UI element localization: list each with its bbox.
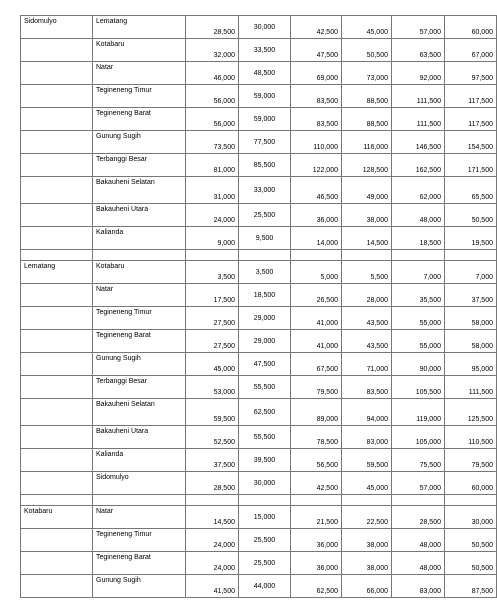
fare-cell: 67,500 <box>291 353 342 376</box>
fare-cell: 57,000 <box>392 16 445 39</box>
spacer-cell <box>291 495 342 506</box>
fare-cell: 63,500 <box>392 39 445 62</box>
spacer-cell <box>445 250 497 261</box>
fare-cell: 50,500 <box>342 39 392 62</box>
fare-cell: 97,500 <box>445 62 497 85</box>
fare-cell: 19,500 <box>445 227 497 250</box>
fare-cell: 56,500 <box>291 449 342 472</box>
fare-cell: 56,000 <box>186 108 239 131</box>
fare-cell: 48,000 <box>392 552 445 575</box>
fare-cell: 50,500 <box>445 204 497 227</box>
fare-cell: 14,500 <box>342 227 392 250</box>
spacer-cell <box>342 250 392 261</box>
fare-cell: 110,500 <box>445 426 497 449</box>
origin-cell <box>21 131 93 154</box>
table-row <box>21 529 497 552</box>
fare-cell: 67,000 <box>445 39 497 62</box>
fare-cell: 94,000 <box>342 399 392 426</box>
fare-cell: 62,500 <box>239 399 291 426</box>
table-row <box>21 261 497 284</box>
fare-cell: 24,000 <box>186 552 239 575</box>
table-row <box>21 85 497 108</box>
table-row <box>21 62 497 85</box>
destination-cell: Kotabaru <box>93 39 186 62</box>
spacer-cell <box>392 495 445 506</box>
fare-cell: 66,000 <box>342 575 392 598</box>
table-row <box>21 177 497 204</box>
origin-cell <box>21 399 93 426</box>
fare-cell: 116,000 <box>342 131 392 154</box>
destination-cell: Tegineneng Timur <box>93 85 186 108</box>
fare-cell: 55,500 <box>239 426 291 449</box>
fare-cell: 48,000 <box>392 529 445 552</box>
spacer-cell <box>392 250 445 261</box>
spacer-cell <box>445 495 497 506</box>
fare-cell: 71,000 <box>342 353 392 376</box>
fare-cell: 117,500 <box>445 108 497 131</box>
fare-cell: 7,000 <box>392 261 445 284</box>
fare-cell: 27,500 <box>186 307 239 330</box>
destination-cell: Kotabaru <box>93 261 186 284</box>
origin-cell <box>21 472 93 495</box>
fare-cell: 14,500 <box>186 506 239 529</box>
table-row <box>21 472 497 495</box>
fare-cell: 9,500 <box>239 227 291 250</box>
origin-cell <box>21 154 93 177</box>
table-row <box>21 204 497 227</box>
destination-cell: Natar <box>93 62 186 85</box>
fare-cell: 52,500 <box>186 426 239 449</box>
fare-cell: 69,000 <box>291 62 342 85</box>
fare-cell: 17,500 <box>186 284 239 307</box>
spacer-row <box>21 495 497 506</box>
fare-cell: 28,500 <box>392 506 445 529</box>
destination-cell: Bakauheni Selatan <box>93 177 186 204</box>
table-row <box>21 16 497 39</box>
fare-cell: 73,500 <box>186 131 239 154</box>
fare-cell: 14,000 <box>291 227 342 250</box>
fare-cell: 28,500 <box>186 472 239 495</box>
fare-cell: 47,500 <box>291 39 342 62</box>
fare-cell: 146,500 <box>392 131 445 154</box>
fare-cell: 3,500 <box>239 261 291 284</box>
destination-cell: Bakauheni Selatan <box>93 399 186 426</box>
fare-cell: 81,000 <box>186 154 239 177</box>
table-row <box>21 449 497 472</box>
fare-cell: 33,000 <box>239 177 291 204</box>
fare-cell: 60,000 <box>445 16 497 39</box>
fare-cell: 83,000 <box>392 575 445 598</box>
fare-cell: 83,500 <box>291 108 342 131</box>
fare-cell: 105,500 <box>392 376 445 399</box>
origin-cell <box>21 227 93 250</box>
fare-cell: 59,500 <box>186 399 239 426</box>
origin-cell <box>21 307 93 330</box>
fare-cell: 154,500 <box>445 131 497 154</box>
fare-cell: 119,000 <box>392 399 445 426</box>
fare-cell: 37,500 <box>186 449 239 472</box>
fare-cell: 78,500 <box>291 426 342 449</box>
fare-cell: 50,500 <box>445 529 497 552</box>
table-row <box>21 307 497 330</box>
fare-cell: 117,500 <box>445 85 497 108</box>
origin-cell <box>21 108 93 131</box>
origin-cell <box>21 376 93 399</box>
table-body <box>21 16 497 598</box>
fare-cell: 46,000 <box>186 62 239 85</box>
origin-cell <box>21 62 93 85</box>
fare-cell: 30,000 <box>239 472 291 495</box>
fare-cell: 79,500 <box>291 376 342 399</box>
fare-cell: 83,500 <box>342 376 392 399</box>
fare-cell: 53,000 <box>186 376 239 399</box>
origin-cell: Kotabaru <box>21 506 93 529</box>
fare-cell: 45,000 <box>342 16 392 39</box>
spacer-cell <box>342 495 392 506</box>
fare-cell: 45,000 <box>186 353 239 376</box>
fare-cell: 42,500 <box>291 16 342 39</box>
fare-cell: 73,000 <box>342 62 392 85</box>
table-row <box>21 552 497 575</box>
table-row <box>21 330 497 353</box>
fare-cell: 75,500 <box>392 449 445 472</box>
destination-cell: Tegineneng Timur <box>93 307 186 330</box>
fare-cell: 22,500 <box>342 506 392 529</box>
fare-cell: 41,000 <box>291 330 342 353</box>
fare-cell: 35,500 <box>392 284 445 307</box>
spacer-cell <box>186 250 239 261</box>
fare-cell: 59,500 <box>342 449 392 472</box>
origin-cell <box>21 426 93 449</box>
fare-cell: 18,500 <box>392 227 445 250</box>
fare-cell: 32,000 <box>186 39 239 62</box>
fare-cell: 28,000 <box>342 284 392 307</box>
table-row <box>21 108 497 131</box>
fare-cell: 18,500 <box>239 284 291 307</box>
fare-cell: 49,000 <box>342 177 392 204</box>
fare-cell: 111,500 <box>445 376 497 399</box>
fare-cell: 15,000 <box>239 506 291 529</box>
fare-cell: 110,000 <box>291 131 342 154</box>
fare-cell: 92,000 <box>392 62 445 85</box>
fare-cell: 162,500 <box>392 154 445 177</box>
destination-cell: Kalianda <box>93 227 186 250</box>
fare-cell: 31,000 <box>186 177 239 204</box>
fare-cell: 25,500 <box>239 552 291 575</box>
fare-cell: 65,500 <box>445 177 497 204</box>
origin-cell <box>21 177 93 204</box>
tariff-table <box>20 15 497 598</box>
fare-cell: 90,000 <box>392 353 445 376</box>
destination-cell: Tegineneng Barat <box>93 330 186 353</box>
destination-cell: Terbanggi Besar <box>93 154 186 177</box>
destination-cell: Bakauheni Utara <box>93 204 186 227</box>
fare-cell: 171,500 <box>445 154 497 177</box>
destination-cell: Terbanggi Besar <box>93 376 186 399</box>
table-row <box>21 506 497 529</box>
fare-cell: 77,500 <box>239 131 291 154</box>
fare-cell: 5,500 <box>342 261 392 284</box>
spacer-row <box>21 250 497 261</box>
origin-cell <box>21 204 93 227</box>
fare-cell: 48,000 <box>392 204 445 227</box>
fare-cell: 43,500 <box>342 307 392 330</box>
fare-cell: 62,000 <box>392 177 445 204</box>
fare-cell: 38,000 <box>342 529 392 552</box>
fare-cell: 28,500 <box>186 16 239 39</box>
spacer-cell <box>93 250 186 261</box>
fare-cell: 50,500 <box>445 552 497 575</box>
table-row <box>21 227 497 250</box>
fare-cell: 41,000 <box>291 307 342 330</box>
fare-cell: 55,000 <box>392 307 445 330</box>
origin-cell: Sidomulyo <box>21 16 93 39</box>
destination-cell: Sidomulyo <box>93 472 186 495</box>
fare-cell: 29,000 <box>239 330 291 353</box>
spacer-cell <box>21 250 93 261</box>
fare-cell: 27,500 <box>186 330 239 353</box>
destination-cell: Natar <box>93 506 186 529</box>
table-row <box>21 284 497 307</box>
spacer-cell <box>291 250 342 261</box>
fare-cell: 111,500 <box>392 108 445 131</box>
fare-cell: 57,000 <box>392 472 445 495</box>
fare-cell: 30,000 <box>239 16 291 39</box>
fare-cell: 24,000 <box>186 529 239 552</box>
fare-cell: 38,000 <box>342 552 392 575</box>
fare-cell: 88,500 <box>342 85 392 108</box>
fare-cell: 105,000 <box>392 426 445 449</box>
spacer-cell <box>93 495 186 506</box>
origin-cell <box>21 529 93 552</box>
destination-cell: Tegineneng Barat <box>93 552 186 575</box>
fare-cell: 47,500 <box>239 353 291 376</box>
origin-cell <box>21 85 93 108</box>
destination-cell: Gunung Sugih <box>93 353 186 376</box>
fare-cell: 128,500 <box>342 154 392 177</box>
fare-cell: 30,000 <box>445 506 497 529</box>
fare-cell: 55,500 <box>239 376 291 399</box>
fare-cell: 125,500 <box>445 399 497 426</box>
table-row <box>21 575 497 598</box>
table-row <box>21 353 497 376</box>
table-row <box>21 154 497 177</box>
fare-cell: 95,000 <box>445 353 497 376</box>
fare-cell: 7,000 <box>445 261 497 284</box>
fare-cell: 37,500 <box>445 284 497 307</box>
destination-cell: Kalianda <box>93 449 186 472</box>
fare-cell: 44,000 <box>239 575 291 598</box>
fare-cell: 83,500 <box>291 85 342 108</box>
fare-cell: 122,000 <box>291 154 342 177</box>
fare-cell: 85,500 <box>239 154 291 177</box>
fare-cell: 41,500 <box>186 575 239 598</box>
fare-cell: 33,500 <box>239 39 291 62</box>
fare-cell: 45,000 <box>342 472 392 495</box>
fare-cell: 38,000 <box>342 204 392 227</box>
spacer-cell <box>21 495 93 506</box>
origin-cell <box>21 449 93 472</box>
fare-cell: 21,500 <box>291 506 342 529</box>
origin-cell <box>21 284 93 307</box>
fare-cell: 88,500 <box>342 108 392 131</box>
fare-cell: 3,500 <box>186 261 239 284</box>
origin-cell <box>21 552 93 575</box>
fare-cell: 36,000 <box>291 204 342 227</box>
origin-cell <box>21 353 93 376</box>
destination-cell: Tegineneng Timur <box>93 529 186 552</box>
fare-cell: 42,500 <box>291 472 342 495</box>
fare-cell: 25,500 <box>239 204 291 227</box>
fare-cell: 9,000 <box>186 227 239 250</box>
fare-cell: 46,500 <box>291 177 342 204</box>
fare-cell: 62,500 <box>291 575 342 598</box>
spacer-cell <box>239 250 291 261</box>
fare-cell: 58,000 <box>445 307 497 330</box>
table-row <box>21 131 497 154</box>
spacer-cell <box>239 495 291 506</box>
destination-cell: Bakauheni Utara <box>93 426 186 449</box>
fare-cell: 56,000 <box>186 85 239 108</box>
destination-cell: Gunung Sugih <box>93 131 186 154</box>
fare-cell: 39,500 <box>239 449 291 472</box>
fare-cell: 89,000 <box>291 399 342 426</box>
table-row <box>21 399 497 426</box>
fare-cell: 59,000 <box>239 85 291 108</box>
fare-cell: 36,000 <box>291 529 342 552</box>
destination-cell: Gunung Sugih <box>93 575 186 598</box>
fare-cell: 36,000 <box>291 552 342 575</box>
destination-cell: Lematang <box>93 16 186 39</box>
spacer-cell <box>186 495 239 506</box>
fare-cell: 83,000 <box>342 426 392 449</box>
origin-cell <box>21 575 93 598</box>
fare-cell: 25,500 <box>239 529 291 552</box>
table-row <box>21 39 497 62</box>
fare-cell: 29,000 <box>239 307 291 330</box>
table-row <box>21 376 497 399</box>
fare-cell: 55,000 <box>392 330 445 353</box>
destination-cell: Tegineneng Barat <box>93 108 186 131</box>
fare-cell: 26,500 <box>291 284 342 307</box>
origin-cell <box>21 39 93 62</box>
table-row <box>21 426 497 449</box>
origin-cell <box>21 330 93 353</box>
origin-cell: Lematang <box>21 261 93 284</box>
fare-cell: 58,000 <box>445 330 497 353</box>
fare-cell: 5,000 <box>291 261 342 284</box>
fare-cell: 24,000 <box>186 204 239 227</box>
fare-cell: 59,000 <box>239 108 291 131</box>
fare-cell: 87,500 <box>445 575 497 598</box>
destination-cell: Natar <box>93 284 186 307</box>
fare-cell: 48,500 <box>239 62 291 85</box>
fare-cell: 111,500 <box>392 85 445 108</box>
fare-cell: 79,500 <box>445 449 497 472</box>
fare-cell: 43,500 <box>342 330 392 353</box>
fare-cell: 60,000 <box>445 472 497 495</box>
